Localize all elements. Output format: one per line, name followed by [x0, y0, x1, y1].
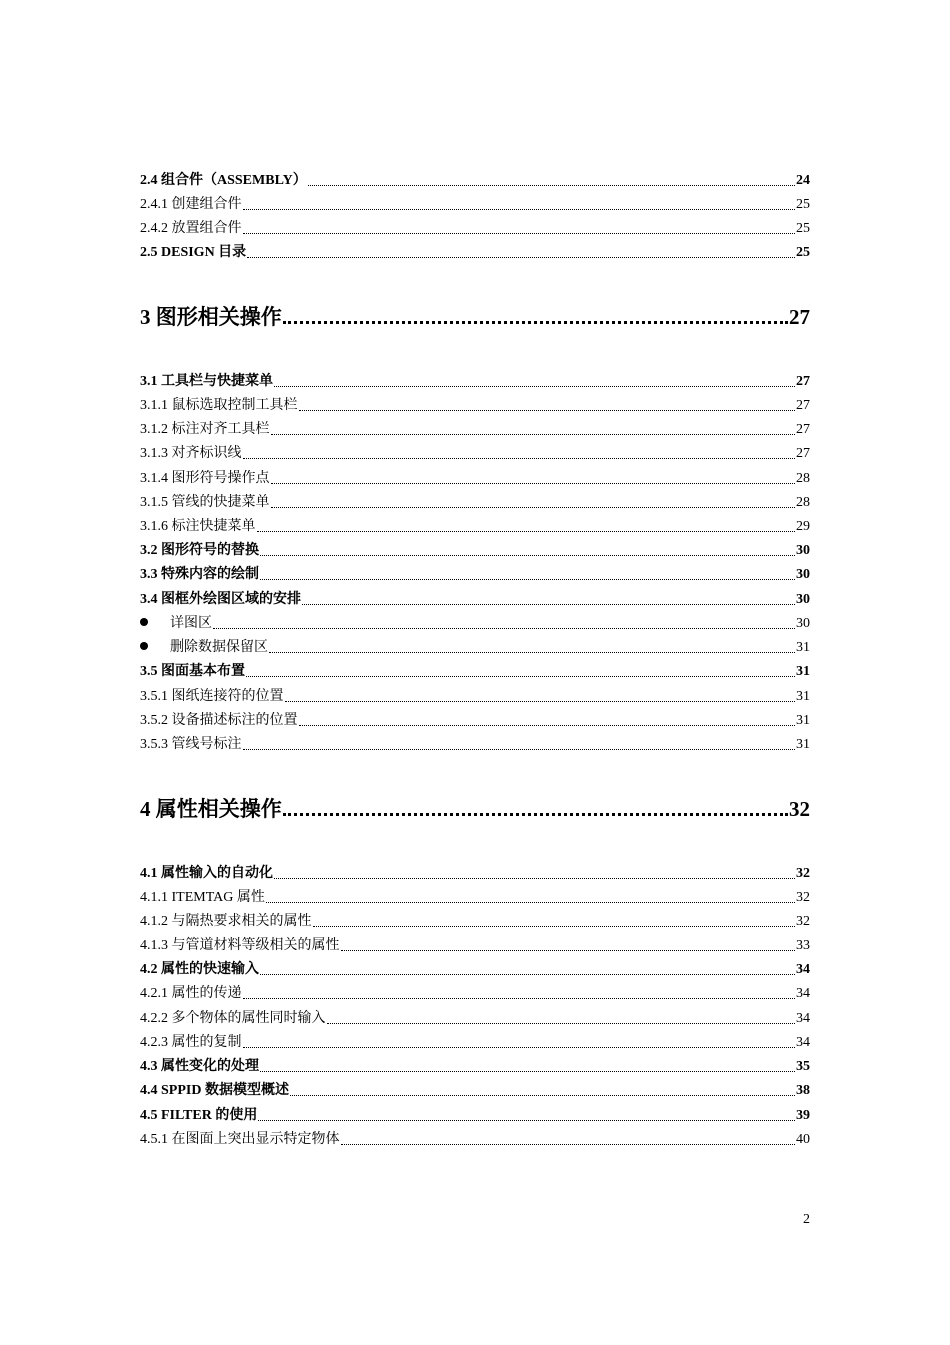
- leader-dots: [247, 256, 795, 258]
- toc-entry[interactable]: [140, 1107, 810, 1125]
- toc-page: 31: [796, 689, 810, 704]
- leader-dots: [243, 748, 796, 750]
- toc-title: 4.2.2 多个物体的属性同时输入: [140, 1011, 326, 1026]
- toc-entry[interactable]: [140, 1010, 810, 1028]
- toc-title: 4 属性相关操作: [140, 797, 282, 821]
- toc-page: 34: [796, 986, 810, 1001]
- leader-dots: [290, 1094, 795, 1096]
- toc-page: 27: [796, 446, 810, 461]
- leader-dots: [299, 409, 796, 411]
- toc-title: 4.5 FILTER 的使用: [140, 1108, 258, 1123]
- leader-dots: [283, 320, 788, 324]
- leader-dots: [243, 1046, 796, 1048]
- toc-entry[interactable]: [140, 663, 810, 681]
- leader-dots: [341, 949, 796, 951]
- toc-entry[interactable]: [140, 639, 810, 657]
- toc-entry[interactable]: [140, 445, 810, 463]
- toc-page: 28: [796, 495, 810, 510]
- toc-title: 3.5.2 设备描述标注的位置: [140, 713, 298, 728]
- leader-dots: [299, 724, 796, 726]
- toc-title: 3.1.2 标注对齐工具栏: [140, 422, 270, 437]
- leader-dots: [266, 901, 795, 903]
- toc-entry[interactable]: [140, 913, 810, 931]
- toc-entry[interactable]: [140, 1034, 810, 1052]
- leader-dots: [243, 457, 796, 459]
- toc-title: 2.4 组合件（ASSEMBLY）: [140, 173, 307, 188]
- toc-entry[interactable]: [140, 1082, 810, 1100]
- toc-title: 3.4 图框外绘图区域的安排: [140, 592, 301, 607]
- toc-entry[interactable]: [140, 889, 810, 907]
- toc-title: 3.2 图形符号的替换: [140, 543, 259, 558]
- toc-page: 35: [796, 1059, 810, 1074]
- toc-page: 32: [796, 890, 810, 905]
- leader-dots: [283, 812, 788, 816]
- toc-title: 3 图形相关操作: [140, 305, 282, 329]
- toc-title: 删除数据保留区: [170, 640, 268, 655]
- toc-page: 31: [796, 713, 810, 728]
- toc-page: 40: [796, 1132, 810, 1147]
- toc-page: 25: [796, 221, 810, 236]
- toc-entry[interactable]: [140, 542, 810, 560]
- toc-entry[interactable]: [140, 591, 810, 609]
- toc-title: 3.1.3 对齐标识线: [140, 446, 242, 461]
- toc-page: 34: [796, 1035, 810, 1050]
- toc-title: 2.5 DESIGN 目录: [140, 245, 247, 260]
- leader-dots: [271, 506, 796, 508]
- leader-dots: [243, 232, 796, 234]
- toc-entry[interactable]: [140, 937, 810, 955]
- toc-entry[interactable]: [140, 244, 810, 262]
- toc-title: 4.1.1 ITEMTAG 属性: [140, 890, 265, 905]
- toc-entry[interactable]: [140, 518, 810, 536]
- toc-title: 3.1.6 标注快捷菜单: [140, 519, 256, 534]
- toc-title: 3.3 特殊内容的绘制: [140, 567, 259, 582]
- toc-page: 27: [796, 374, 810, 389]
- leader-dots: [243, 997, 796, 999]
- leader-dots: [271, 482, 796, 484]
- leader-dots: [260, 1070, 795, 1072]
- toc-entry[interactable]: [140, 470, 810, 488]
- page-number: 2: [803, 1212, 810, 1227]
- leader-dots: [246, 675, 795, 677]
- toc-title: 4.1.2 与隔热要求相关的属性: [140, 914, 312, 929]
- toc-page: 30: [796, 616, 810, 631]
- toc-title: 4.3 属性变化的处理: [140, 1059, 259, 1074]
- toc-title: 详图区: [170, 616, 212, 631]
- toc-entry[interactable]: [140, 985, 810, 1003]
- toc-chapter[interactable]: [140, 304, 810, 330]
- toc-title: 4.4 SPPID 数据模型概述: [140, 1083, 289, 1098]
- toc-page: 38: [796, 1083, 810, 1098]
- toc-title: 3.1.5 管线的快捷菜单: [140, 495, 270, 510]
- toc-title: 3.1 工具栏与快捷菜单: [140, 374, 273, 389]
- leader-dots: [302, 603, 795, 605]
- toc-page: 32: [796, 914, 810, 929]
- toc-page: 30: [796, 592, 810, 607]
- leader-dots: [257, 530, 796, 532]
- toc-page: 25: [796, 197, 810, 212]
- leader-dots: [271, 433, 796, 435]
- toc-title: 3.5.3 管线号标注: [140, 737, 242, 752]
- toc-page: 28: [796, 471, 810, 486]
- toc-entry[interactable]: [140, 196, 810, 214]
- leader-dots: [258, 1119, 795, 1121]
- toc-page: 24: [796, 173, 810, 188]
- toc-entry[interactable]: [140, 566, 810, 584]
- toc-title: 4.2 属性的快速输入: [140, 962, 259, 977]
- toc-page: 29: [796, 519, 810, 534]
- bullet-icon: [140, 642, 148, 650]
- leader-dots: [341, 1143, 796, 1145]
- toc-entry[interactable]: [140, 172, 810, 190]
- toc-title: 2.4.2 放置组合件: [140, 221, 242, 236]
- toc-page: 31: [796, 737, 810, 752]
- toc-title: 4.1.3 与管道材料等级相关的属性: [140, 938, 340, 953]
- toc-title: 3.1.1 鼠标选取控制工具栏: [140, 398, 298, 413]
- toc-page: 34: [796, 1011, 810, 1026]
- toc-entry[interactable]: [140, 1058, 810, 1076]
- toc-entry[interactable]: [140, 688, 810, 706]
- toc-entry[interactable]: [140, 494, 810, 512]
- leader-dots: [260, 973, 795, 975]
- leader-dots: [274, 385, 795, 387]
- toc-page: 32: [789, 797, 810, 821]
- leader-dots: [285, 700, 796, 702]
- toc-title: 4.2.3 属性的复制: [140, 1035, 242, 1050]
- toc-page: 33: [796, 938, 810, 953]
- toc-entry[interactable]: [140, 865, 810, 883]
- toc-title: 4.1 属性输入的自动化: [140, 866, 273, 881]
- toc-entry[interactable]: [140, 736, 810, 754]
- toc-entry[interactable]: [140, 1131, 810, 1149]
- toc-entry[interactable]: [140, 220, 810, 238]
- leader-dots: [260, 554, 795, 556]
- toc-title: 2.4.1 创建组合件: [140, 197, 242, 212]
- toc-page: 27: [796, 422, 810, 437]
- toc-entry[interactable]: [140, 421, 810, 439]
- leader-dots: [269, 651, 795, 653]
- leader-dots: [243, 208, 796, 210]
- leader-dots: [308, 184, 795, 186]
- toc-page: 31: [796, 640, 810, 655]
- toc-entry[interactable]: [140, 373, 810, 391]
- leader-dots: [260, 578, 795, 580]
- bullet-icon: [140, 618, 148, 626]
- toc-title: 3.5 图面基本布置: [140, 664, 245, 679]
- leader-dots: [327, 1022, 796, 1024]
- leader-dots: [313, 925, 796, 927]
- toc-title: 3.5.1 图纸连接符的位置: [140, 689, 284, 704]
- toc-page: 31: [796, 664, 810, 679]
- leader-dots: [274, 877, 795, 879]
- toc-page: 25: [796, 245, 810, 260]
- toc-entry[interactable]: [140, 615, 810, 633]
- toc-entry[interactable]: [140, 712, 810, 730]
- toc-title: 4.2.1 属性的传递: [140, 986, 242, 1001]
- toc-page: 34: [796, 962, 810, 977]
- toc-entry[interactable]: [140, 397, 810, 415]
- toc-entry[interactable]: [140, 961, 810, 979]
- toc-page: 39: [796, 1108, 810, 1123]
- toc-title: 4.5.1 在图面上突出显示特定物体: [140, 1132, 340, 1147]
- leader-dots: [213, 627, 795, 629]
- toc-page: 32: [796, 866, 810, 881]
- toc-page: 27: [789, 305, 810, 329]
- toc-title: 3.1.4 图形符号操作点: [140, 471, 270, 486]
- toc-page: 30: [796, 567, 810, 582]
- toc-page: 27: [796, 398, 810, 413]
- toc-chapter[interactable]: [140, 796, 810, 822]
- toc-page: 30: [796, 543, 810, 558]
